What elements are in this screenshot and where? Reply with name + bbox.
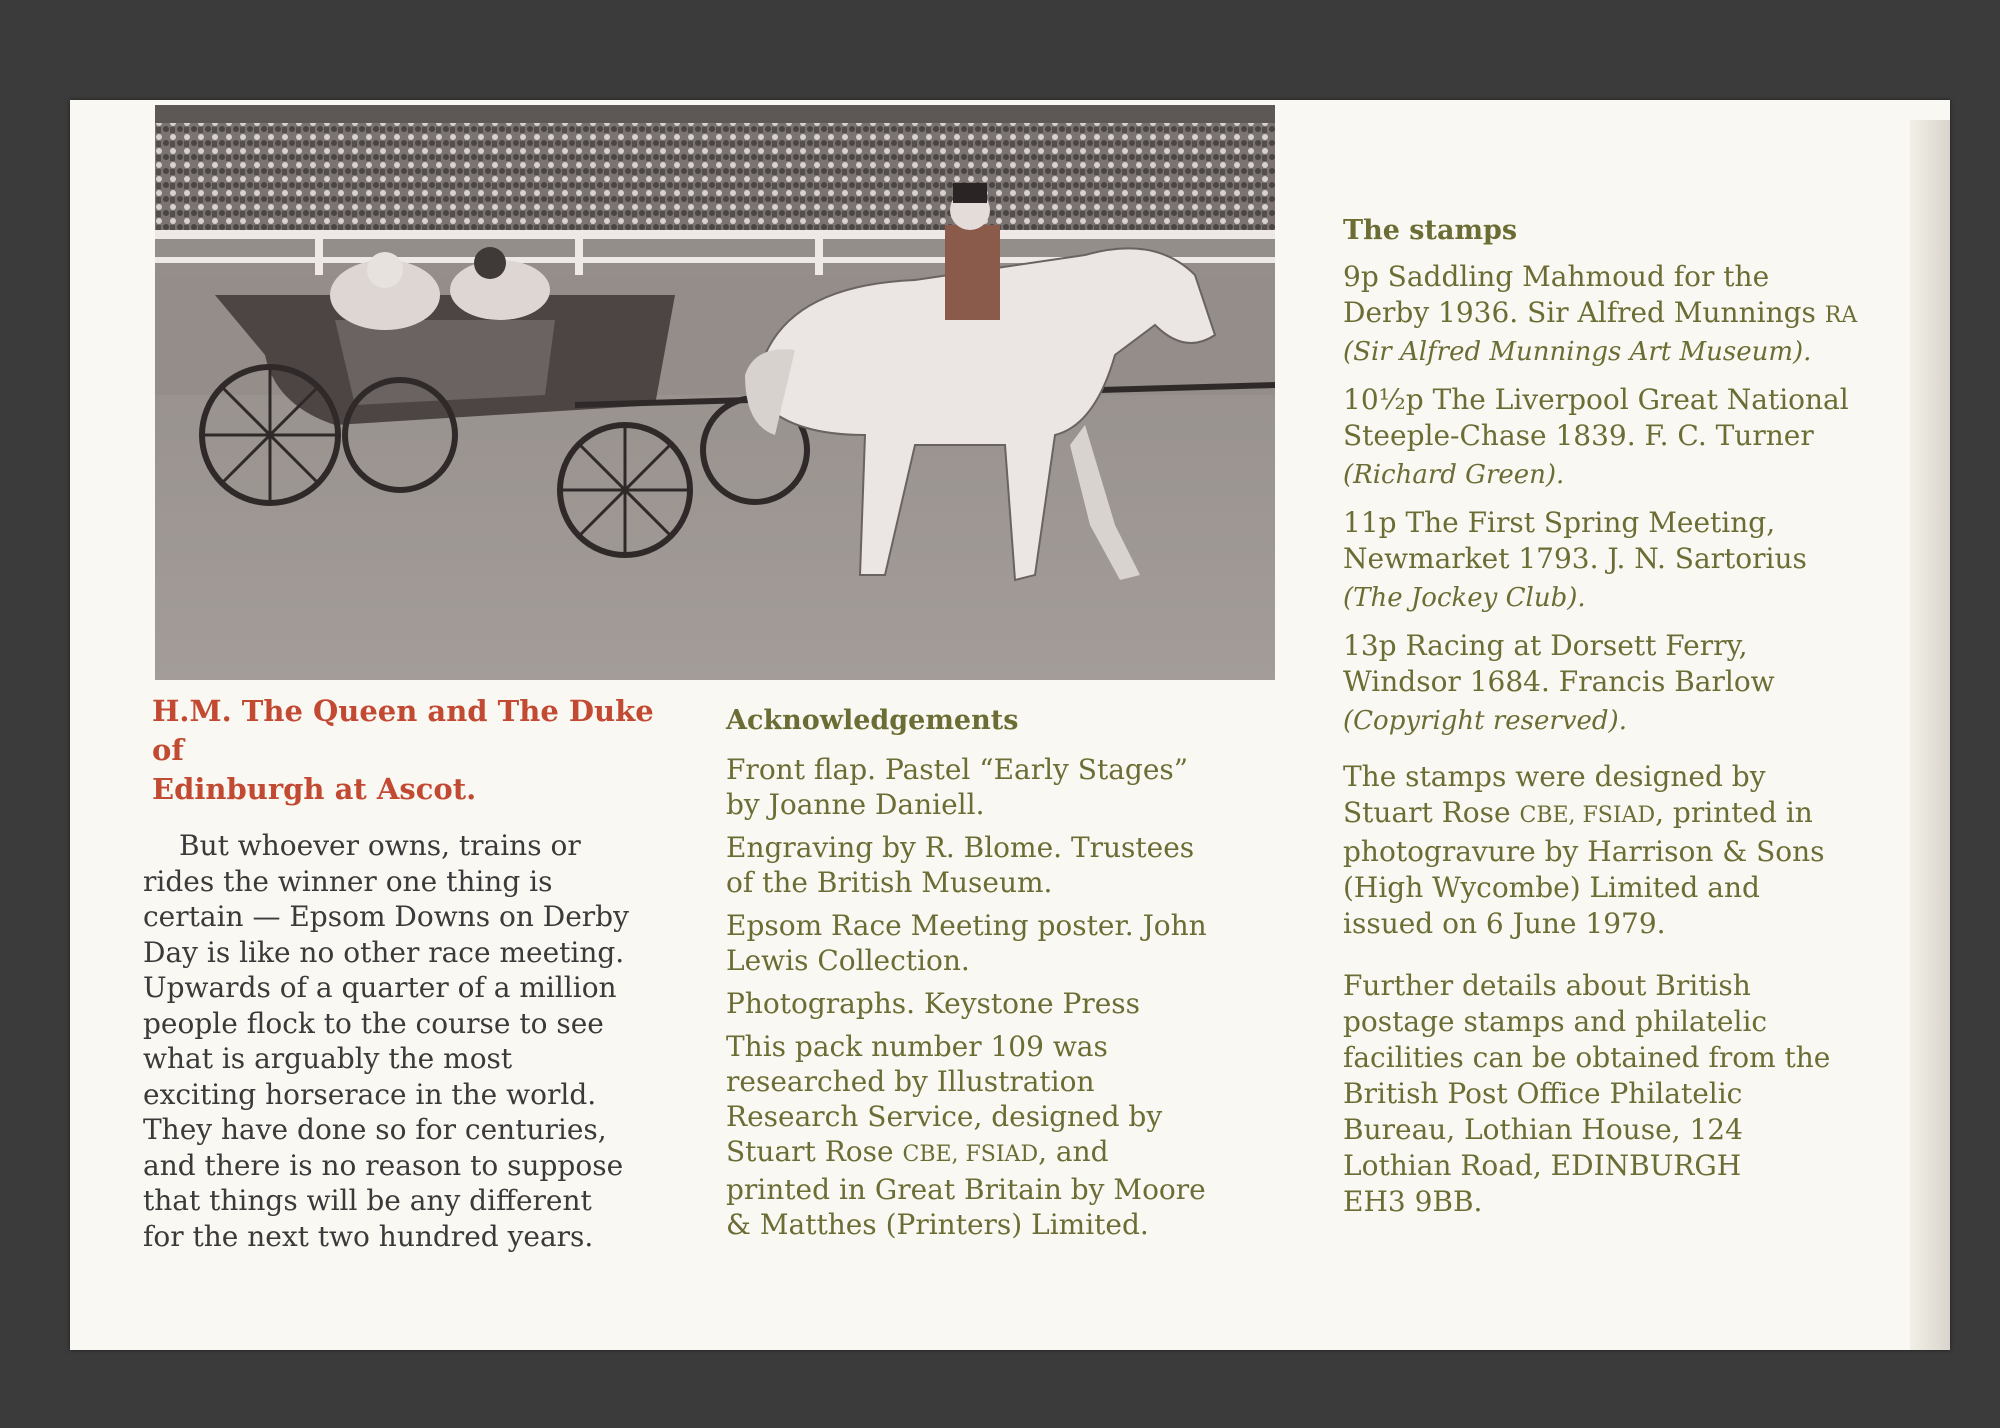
stamp-entry xyxy=(1343,259,1943,370)
stamp-artist-text: Steeple-Chase 1839. F. C. Turner xyxy=(1343,419,1814,452)
stamp-title: 13p Racing at Dorsett Ferry, xyxy=(1343,629,1748,662)
ack-line: Photographs. Keystone Press xyxy=(726,987,1141,1020)
further-line: Lothian Road, EDINBURGH xyxy=(1343,1149,1742,1182)
ack-item xyxy=(726,752,1286,822)
body-line: that things will be any different xyxy=(143,1184,592,1217)
design-line: issued on 6 June 1979. xyxy=(1343,907,1666,940)
body-line: people flock to the course to see xyxy=(143,1006,604,1040)
stamp-artist xyxy=(1343,541,1943,580)
stamp-title: 10½p The Liverpool Great National xyxy=(1343,383,1849,416)
body-line: certain — Epsom Downs on Derby xyxy=(143,900,629,933)
further-line: Bureau, Lothian House, 124 xyxy=(1343,1113,1743,1146)
stamp-credit: (Richard Green). xyxy=(1343,460,1565,490)
ack-line: Engraving by R. Blome. Trustees xyxy=(726,831,1195,864)
body-line: Upwards of a quarter of a million xyxy=(143,971,617,1004)
carriage-photo xyxy=(155,105,1275,680)
acknowledgements-heading: Acknowledgements xyxy=(726,705,1019,736)
pack-line: printed in Great Britain by Moore xyxy=(726,1173,1206,1206)
body-line: They have done so for centuries, xyxy=(143,1113,607,1146)
further-line: Further details about British xyxy=(1343,969,1751,1002)
caption-line: Edinburgh at Ascot. xyxy=(152,772,477,806)
stamp-artist-suffix: RA xyxy=(1824,303,1858,328)
design-line: The stamps were designed by xyxy=(1343,760,1766,793)
stamp-title: 11p The First Spring Meeting, xyxy=(1343,506,1776,539)
further-line: EH3 9BB. xyxy=(1343,1185,1483,1218)
stamp-credit: (Copyright reserved). xyxy=(1343,706,1627,736)
further-line: facilities can be obtained from the xyxy=(1343,1041,1831,1074)
pack-line-end: , and xyxy=(1038,1135,1109,1168)
acknowledgements-section xyxy=(726,703,1286,1250)
stamp-artist xyxy=(1343,418,1943,457)
stamp-artist-text: Newmarket 1793. J. N. Sartorius xyxy=(1343,542,1807,575)
stamp-entry xyxy=(1343,628,1943,739)
pack-line: & Matthes (Printers) Limited. xyxy=(726,1208,1149,1241)
design-line: photogravure by Harrison & Sons xyxy=(1343,835,1825,868)
stamp-entry xyxy=(1343,505,1943,616)
further-details xyxy=(1343,968,1943,1220)
design-line xyxy=(1343,795,1943,834)
pack-line: Research Service, designed by xyxy=(726,1100,1163,1133)
ack-line: Epsom Race Meeting poster. John xyxy=(726,909,1207,942)
design-note xyxy=(1343,759,1943,942)
stamp-title: 9p Saddling Mahmoud for the xyxy=(1343,260,1770,293)
body-line: But whoever owns, trains or xyxy=(179,829,581,862)
design-line: (High Wycombe) Limited and xyxy=(1343,871,1760,904)
stamp-entry xyxy=(1343,382,1943,493)
body-line: rides the winner one thing is xyxy=(143,864,553,898)
ack-line: of the British Museum. xyxy=(726,866,1053,899)
stamp-credit: (The Jockey Club). xyxy=(1343,583,1586,613)
body-line: for the next two hundred years. xyxy=(143,1219,594,1253)
ack-item xyxy=(726,986,1286,1021)
body-line: and there is no reason to suppose xyxy=(143,1148,624,1182)
designer-honours: CBE, FSIAD xyxy=(1519,803,1656,828)
ack-line: by Joanne Daniell. xyxy=(726,788,985,821)
ack-item xyxy=(726,908,1286,978)
derby-paragraph xyxy=(143,828,703,1254)
stamps-heading: The stamps xyxy=(1343,215,1518,246)
stamp-artist-text: Derby 1936. Sir Alfred Munnings xyxy=(1343,296,1825,329)
further-line: postage stamps and philatelic xyxy=(1343,1005,1768,1038)
designer-honours: CBE, FSIAD xyxy=(902,1142,1039,1167)
ack-line: Lewis Collection. xyxy=(726,944,970,977)
stamp-artist xyxy=(1343,664,1943,703)
designer-name: Stuart Rose xyxy=(1343,796,1520,829)
pack-line: This pack number 109 was xyxy=(726,1030,1108,1063)
stamp-artist-text: Windsor 1684. Francis Barlow xyxy=(1343,665,1775,698)
pack-line: researched by Illustration xyxy=(726,1065,1095,1098)
stamps-section xyxy=(1343,213,1943,1220)
designer-name: Stuart Rose xyxy=(726,1135,903,1168)
body-line: Day is like no other race meeting. xyxy=(143,935,625,969)
ack-item xyxy=(726,830,1286,900)
body-line: exciting horserace in the world. xyxy=(143,1077,597,1111)
body-line: what is arguably the most xyxy=(143,1042,513,1075)
stamp-credit: (Sir Alfred Munnings Art Museum). xyxy=(1343,337,1812,367)
ack-line: Front flap. Pastel “Early Stages” xyxy=(726,753,1189,786)
further-line: British Post Office Philatelic xyxy=(1343,1077,1743,1110)
caption-line: H.M. The Queen and The Duke of xyxy=(152,694,654,767)
stamp-artist xyxy=(1343,295,1943,334)
pack-note xyxy=(726,1029,1286,1242)
design-line-end: , printed in xyxy=(1655,796,1813,829)
photo-caption xyxy=(152,692,692,809)
pack-line xyxy=(726,1134,1286,1172)
